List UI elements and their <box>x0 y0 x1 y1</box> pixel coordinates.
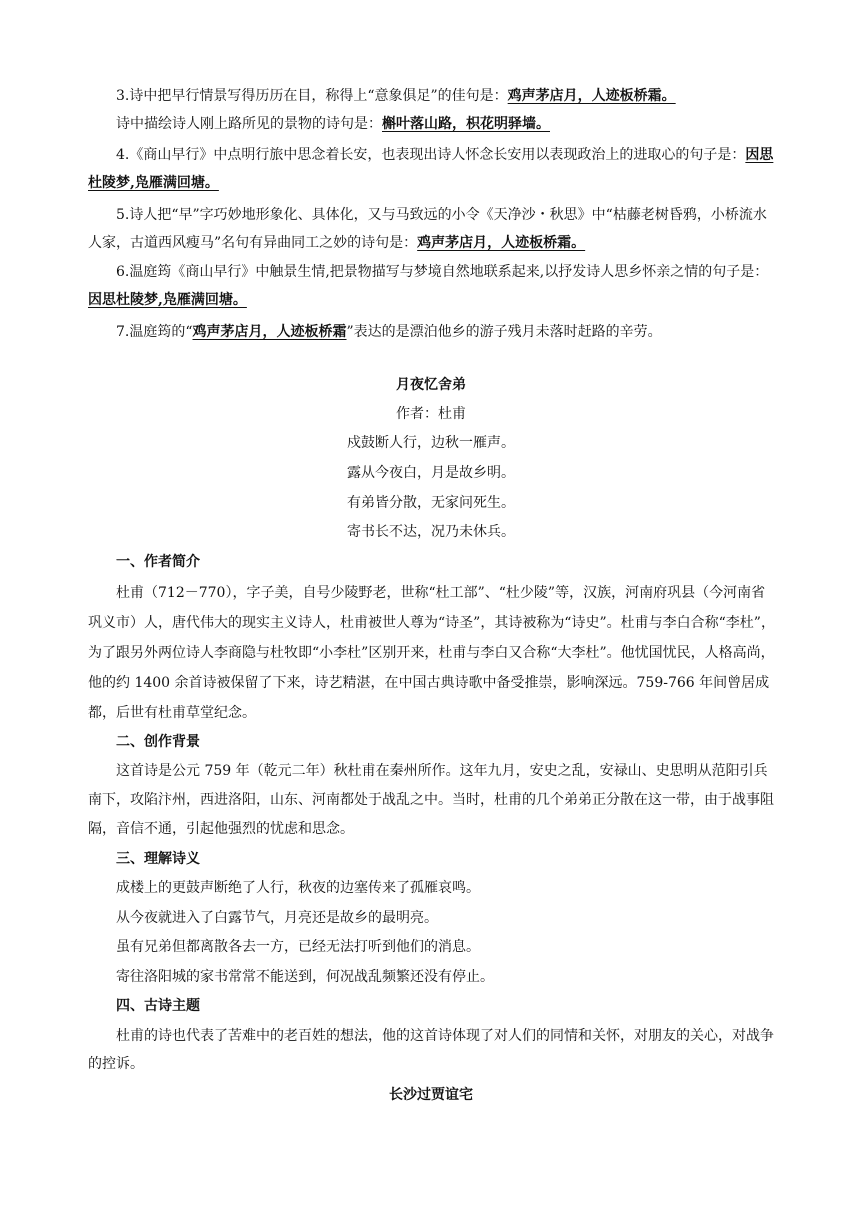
answer-text: 因思杜陵梦,凫雁满回塘。 <box>88 292 247 308</box>
qa-3b <box>88 110 774 138</box>
answer-text: 鸡声茅店月，人迹板桥霜。 <box>417 235 586 251</box>
question-text: 诗中描绘诗人刚上路所见的景物的诗句是： <box>116 116 382 132</box>
section-paragraph: 杜甫的诗也代表了苦难中的老百姓的想法，他的这首诗体现了对人们的同情和关怀，对朋友的关心，对战争的控诉。 <box>88 1028 774 1072</box>
section-paragraph: 这首诗是公元 759 年（乾元二年）秋杜甫在秦州所作。这年九月，安史之乱，安禄山、史思明从范阳引兵南下，攻陷汴州，西进洛阳，山东、河南都处于战乱之中。当时，杜甫的几个弟弟正分散在这一带，由于战事阻隔，音信不通，引起他强烈的忧虑和思念。 <box>88 763 774 837</box>
poem-line: 戍鼓断人行，边秋一雁声。 <box>347 435 515 451</box>
section-heading: 二、创作背景 <box>116 734 200 750</box>
question-text: 5.诗人把“早”字巧妙地形象化、具体化，又与马致远的小令《天净沙・秋思》中“枯藤老树昏鸦，小桥流水人家，古道西风瘦马”名句有异曲同工之妙的诗句是： <box>88 207 767 251</box>
next-poem-title: 长沙过贾谊宅 <box>389 1087 473 1103</box>
section-paragraph: 寄往洛阳城的家书常常不能送到，何况战乱频繁还没有停止。 <box>116 969 494 985</box>
poem-line: 寄书长不达，况乃未休兵。 <box>347 524 515 540</box>
section-heading: 四、古诗主题 <box>116 998 200 1014</box>
qa-7 <box>88 318 774 346</box>
question-text: 4.《商山早行》中点明行旅中思念着长安，也表现出诗人怀念长安用以表现政治上的进取心的句子是： <box>116 147 746 163</box>
section-paragraph: 虽有兄弟但都离散各去一方，已经无法打听到他们的消息。 <box>116 939 480 955</box>
qa-3 <box>88 82 774 110</box>
question-text: 3.诗中把早行情景写得历历在目，称得上“意象俱足”的佳句是： <box>116 88 508 104</box>
section-paragraph: 杜甫（712－770），字子美，自号少陵野老，世称“杜工部”、“杜少陵”等，汉族，河南府巩县（今河南省巩义市）人，唐代伟大的现实主义诗人，杜甫被世人尊为“诗圣”，其诗被称为“诗史”。杜甫与李白合称“李杜”，为了跟另外两位诗人李商隐与杜牧即“小李杜”区别开来，杜甫与李白又合称“大李杜”。他忧国忧民，人格高尚，他的约 1400 余首诗被保留了下来，诗艺精湛，在中国古典诗歌中备受推崇，影响深远。759-766 年间曾居成都，后世有杜甫草堂纪念。 <box>88 585 775 721</box>
qa-4 <box>88 141 778 197</box>
question-text-tail: ”表达的是漂泊他乡的游子残月未落时赶路的辛劳。 <box>346 324 662 340</box>
section-paragraph: 成楼上的更鼓声断绝了人行，秋夜的边塞传来了孤雁哀鸣。 <box>116 880 480 896</box>
poem-author: 作者：杜甫 <box>396 406 466 422</box>
poem-line: 露从今夜白，月是故乡明。 <box>347 465 515 481</box>
answer-text: 因思杜陵梦,凫雁满回塘。 <box>88 147 774 191</box>
question-text: 7.温庭筠的“ <box>116 324 193 340</box>
section-heading: 三、理解诗义 <box>116 851 200 867</box>
section-paragraph: 从今夜就进入了白露节气，月亮还是故乡的最明亮。 <box>116 910 438 926</box>
answer-text: 鸡声茅店月，人迹板桥霜。 <box>507 88 676 104</box>
poem-line: 有弟皆分散，无家问死生。 <box>347 495 515 511</box>
qa-6 <box>88 258 778 314</box>
question-text: 6.温庭筠《商山早行》中触景生情,把景物描写与梦境自然地联系起来,以抒发诗人思乡怀亲之情的句子是： <box>116 264 769 280</box>
answer-text: 槲叶落山路，枳花明驿墙。 <box>382 116 550 132</box>
qa-5 <box>88 201 778 257</box>
poem-title: 月夜忆舍弟 <box>396 377 466 393</box>
answer-text: 鸡声茅店月，人迹板桥霜 <box>192 324 347 340</box>
section-heading: 一、作者简介 <box>116 554 200 570</box>
